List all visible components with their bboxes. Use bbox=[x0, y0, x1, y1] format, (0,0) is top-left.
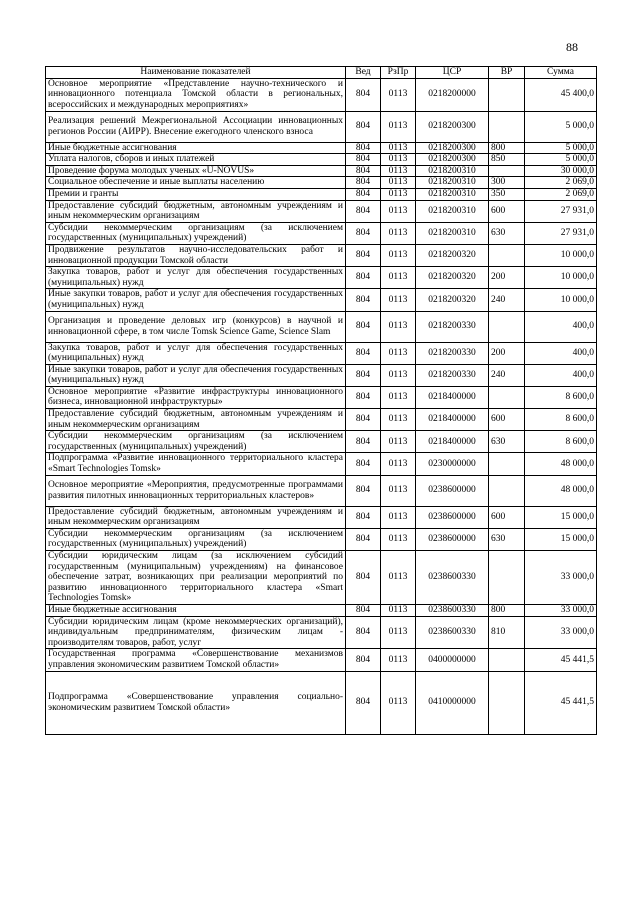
header-rzpr: РзПр bbox=[381, 67, 416, 79]
cell-ved: 804 bbox=[346, 165, 381, 177]
cell-sum: 400,0 bbox=[525, 311, 597, 342]
cell-csr: 0218200310 bbox=[416, 177, 489, 189]
cell-rzpr: 0113 bbox=[381, 671, 416, 734]
cell-rzpr: 0113 bbox=[381, 475, 416, 506]
cell-name: Субсидии юридическим лицам (за исключением субсидий государственным (муниципальным) учреждениям) на финансовое обеспечение затрат, возникающих при реализации мероприятий по развитию инновационного территориального кластера «Smart Technologies Tomsk» bbox=[46, 551, 346, 605]
table-row bbox=[46, 604, 597, 616]
cell-rzpr: 0113 bbox=[381, 188, 416, 200]
cell-csr: 0218200310 bbox=[416, 200, 489, 222]
cell-vr: 800 bbox=[489, 142, 525, 154]
cell-sum: 27 931,0 bbox=[525, 222, 597, 244]
cell-sum: 27 931,0 bbox=[525, 200, 597, 222]
cell-name: Иные закупки товаров, работ и услуг для обеспечения государственных (муниципальных) нужд bbox=[46, 364, 346, 386]
cell-name: Подпрограмма «Развитие инновационного территориального кластера «Smart Technologies Tomsk» bbox=[46, 453, 346, 475]
table-row bbox=[46, 364, 597, 386]
cell-csr: 0218400000 bbox=[416, 386, 489, 408]
cell-sum: 8 600,0 bbox=[525, 409, 597, 431]
cell-vr: 200 bbox=[489, 267, 525, 289]
cell-ved: 804 bbox=[346, 267, 381, 289]
cell-rzpr: 0113 bbox=[381, 142, 416, 154]
cell-rzpr: 0113 bbox=[381, 222, 416, 244]
table-row bbox=[46, 165, 597, 177]
table-body bbox=[46, 78, 597, 734]
cell-ved: 804 bbox=[346, 177, 381, 189]
cell-vr bbox=[489, 111, 525, 142]
cell-ved: 804 bbox=[346, 551, 381, 605]
header-name: Наименование показателей bbox=[46, 67, 346, 79]
cell-name: Предоставление субсидий бюджетным, автономным учреждениям и иным некоммерческим организациям bbox=[46, 200, 346, 222]
cell-sum: 8 600,0 bbox=[525, 431, 597, 453]
cell-name: Проведение форума молодых ученых «U-NOVUS» bbox=[46, 165, 346, 177]
cell-ved: 804 bbox=[346, 649, 381, 671]
table-row bbox=[46, 188, 597, 200]
cell-sum: 33 000,0 bbox=[525, 604, 597, 616]
table-row bbox=[46, 551, 597, 605]
cell-csr: 0218200310 bbox=[416, 188, 489, 200]
cell-rzpr: 0113 bbox=[381, 551, 416, 605]
cell-sum: 10 000,0 bbox=[525, 244, 597, 266]
table-row bbox=[46, 267, 597, 289]
cell-rzpr: 0113 bbox=[381, 604, 416, 616]
cell-vr: 200 bbox=[489, 342, 525, 364]
cell-name: Субсидии некоммерческим организациям (за исключением государственных (муниципальных) учреждений) bbox=[46, 431, 346, 453]
table-row bbox=[46, 154, 597, 166]
cell-rzpr: 0113 bbox=[381, 528, 416, 550]
cell-ved: 804 bbox=[346, 506, 381, 528]
cell-csr: 0218200330 bbox=[416, 364, 489, 386]
cell-csr: 0230000000 bbox=[416, 453, 489, 475]
cell-sum: 5 000,0 bbox=[525, 154, 597, 166]
table-row bbox=[46, 342, 597, 364]
cell-rzpr: 0113 bbox=[381, 311, 416, 342]
header-csr: ЦСР bbox=[416, 67, 489, 79]
table-row bbox=[46, 311, 597, 342]
cell-csr: 0238600330 bbox=[416, 616, 489, 649]
cell-rzpr: 0113 bbox=[381, 177, 416, 189]
cell-name: Иные бюджетные ассигнования bbox=[46, 142, 346, 154]
cell-csr: 0218200330 bbox=[416, 311, 489, 342]
table-row bbox=[46, 78, 597, 111]
table-row bbox=[46, 111, 597, 142]
cell-ved: 804 bbox=[346, 78, 381, 111]
cell-vr: 350 bbox=[489, 188, 525, 200]
cell-csr: 0218200320 bbox=[416, 267, 489, 289]
cell-rzpr: 0113 bbox=[381, 409, 416, 431]
cell-ved: 804 bbox=[346, 111, 381, 142]
header-vr: ВР bbox=[489, 67, 525, 79]
cell-csr: 0218200000 bbox=[416, 78, 489, 111]
cell-name: Государственная программа «Совершенствование механизмов управления экономическим развитием Томской области» bbox=[46, 649, 346, 671]
table-row bbox=[46, 200, 597, 222]
cell-csr: 0218200330 bbox=[416, 342, 489, 364]
cell-csr: 0218200300 bbox=[416, 111, 489, 142]
cell-rzpr: 0113 bbox=[381, 616, 416, 649]
cell-vr bbox=[489, 671, 525, 734]
cell-ved: 804 bbox=[346, 244, 381, 266]
table-header-row bbox=[46, 67, 597, 79]
table-row bbox=[46, 453, 597, 475]
cell-rzpr: 0113 bbox=[381, 453, 416, 475]
cell-vr: 630 bbox=[489, 222, 525, 244]
cell-sum: 15 000,0 bbox=[525, 506, 597, 528]
cell-csr: 0218400000 bbox=[416, 409, 489, 431]
cell-csr: 0238600000 bbox=[416, 528, 489, 550]
cell-rzpr: 0113 bbox=[381, 200, 416, 222]
cell-sum: 2 069,0 bbox=[525, 177, 597, 189]
cell-sum: 10 000,0 bbox=[525, 289, 597, 311]
cell-sum: 5 000,0 bbox=[525, 142, 597, 154]
cell-rzpr: 0113 bbox=[381, 111, 416, 142]
cell-rzpr: 0113 bbox=[381, 342, 416, 364]
cell-sum: 48 000,0 bbox=[525, 453, 597, 475]
cell-vr: 300 bbox=[489, 177, 525, 189]
cell-name: Закупка товаров, работ и услуг для обеспечения государственных (муниципальных) нужд bbox=[46, 267, 346, 289]
table-row bbox=[46, 289, 597, 311]
cell-sum: 45 441,5 bbox=[525, 671, 597, 734]
cell-csr: 0218200300 bbox=[416, 142, 489, 154]
cell-vr: 850 bbox=[489, 154, 525, 166]
cell-sum: 15 000,0 bbox=[525, 528, 597, 550]
table-row bbox=[46, 671, 597, 734]
cell-name: Иные бюджетные ассигнования bbox=[46, 604, 346, 616]
cell-vr bbox=[489, 244, 525, 266]
cell-rzpr: 0113 bbox=[381, 386, 416, 408]
cell-vr: 630 bbox=[489, 431, 525, 453]
table-row bbox=[46, 409, 597, 431]
cell-ved: 804 bbox=[346, 409, 381, 431]
cell-vr: 810 bbox=[489, 616, 525, 649]
cell-csr: 0218200310 bbox=[416, 222, 489, 244]
table-row bbox=[46, 386, 597, 408]
cell-rzpr: 0113 bbox=[381, 165, 416, 177]
header-ved: Вед bbox=[346, 67, 381, 79]
cell-rzpr: 0113 bbox=[381, 289, 416, 311]
table-row bbox=[46, 177, 597, 189]
cell-name: Социальное обеспечение и иные выплаты населению bbox=[46, 177, 346, 189]
cell-name: Предоставление субсидий бюджетным, автономным учреждениям и иным некоммерческим организациям bbox=[46, 506, 346, 528]
cell-vr bbox=[489, 311, 525, 342]
cell-vr: 800 bbox=[489, 604, 525, 616]
budget-table bbox=[45, 66, 597, 735]
cell-ved: 804 bbox=[346, 342, 381, 364]
cell-sum: 2 069,0 bbox=[525, 188, 597, 200]
cell-ved: 804 bbox=[346, 142, 381, 154]
table-row bbox=[46, 649, 597, 671]
table-row bbox=[46, 528, 597, 550]
page-number: 88 bbox=[566, 40, 578, 54]
cell-vr bbox=[489, 165, 525, 177]
cell-vr bbox=[489, 475, 525, 506]
cell-sum: 400,0 bbox=[525, 342, 597, 364]
cell-csr: 0218200320 bbox=[416, 289, 489, 311]
cell-vr bbox=[489, 386, 525, 408]
cell-sum: 10 000,0 bbox=[525, 267, 597, 289]
table-row bbox=[46, 142, 597, 154]
cell-rzpr: 0113 bbox=[381, 244, 416, 266]
cell-ved: 804 bbox=[346, 671, 381, 734]
cell-vr: 630 bbox=[489, 528, 525, 550]
cell-ved: 804 bbox=[346, 222, 381, 244]
cell-sum: 30 000,0 bbox=[525, 165, 597, 177]
cell-vr: 240 bbox=[489, 289, 525, 311]
cell-csr: 0238600000 bbox=[416, 506, 489, 528]
cell-name: Основное мероприятие «Мероприятия, предусмотренные программами развития пилотных инновационных территориальных кластеров» bbox=[46, 475, 346, 506]
cell-name: Предоставление субсидий бюджетным, автономным учреждениям и иным некоммерческим организациям bbox=[46, 409, 346, 431]
cell-sum: 8 600,0 bbox=[525, 386, 597, 408]
cell-vr: 600 bbox=[489, 409, 525, 431]
cell-ved: 804 bbox=[346, 200, 381, 222]
cell-rzpr: 0113 bbox=[381, 267, 416, 289]
cell-ved: 804 bbox=[346, 528, 381, 550]
cell-name: Субсидии юридическим лицам (кроме некоммерческих организаций), индивидуальным предпринимателям, физическим лицам - производителям товаров, работ, услуг bbox=[46, 616, 346, 649]
table-row bbox=[46, 222, 597, 244]
cell-csr: 0238600330 bbox=[416, 604, 489, 616]
cell-csr: 0238600330 bbox=[416, 551, 489, 605]
cell-name: Организация и проведение деловых игр (конкурсов) в научной и инновационной сфере, в том числе Tomsk Science Game, Science Slam bbox=[46, 311, 346, 342]
cell-name: Подпрограмма «Совершенствование управления социально-экономическим развитием Томской области» bbox=[46, 671, 346, 734]
cell-vr bbox=[489, 551, 525, 605]
cell-name: Премии и гранты bbox=[46, 188, 346, 200]
header-sum: Сумма bbox=[525, 67, 597, 79]
cell-name: Закупка товаров, работ и услуг для обеспечения государственных (муниципальных) нужд bbox=[46, 342, 346, 364]
cell-vr bbox=[489, 453, 525, 475]
cell-sum: 45 441,5 bbox=[525, 649, 597, 671]
cell-vr: 600 bbox=[489, 200, 525, 222]
cell-name: Субсидии некоммерческим организациям (за исключением государственных (муниципальных) учреждений) bbox=[46, 222, 346, 244]
cell-ved: 804 bbox=[346, 364, 381, 386]
cell-name: Основное мероприятие «Развитие инфраструктуры инновационного бизнеса, инновационной инфраструктуры» bbox=[46, 386, 346, 408]
cell-rzpr: 0113 bbox=[381, 649, 416, 671]
cell-ved: 804 bbox=[346, 453, 381, 475]
table-row bbox=[46, 506, 597, 528]
cell-vr bbox=[489, 78, 525, 111]
cell-csr: 0410000000 bbox=[416, 671, 489, 734]
cell-rzpr: 0113 bbox=[381, 431, 416, 453]
cell-name: Реализация решений Межрегиональной Ассоциации инновационных регионов России (АИРР). Внесение ежегодного членского взноса bbox=[46, 111, 346, 142]
cell-name: Уплата налогов, сборов и иных платежей bbox=[46, 154, 346, 166]
cell-ved: 804 bbox=[346, 154, 381, 166]
cell-rzpr: 0113 bbox=[381, 364, 416, 386]
cell-name: Основное мероприятие «Представление научно-технического и инновационного потенциала Томской области в региональных, всероссийских и международных мероприятиях» bbox=[46, 78, 346, 111]
cell-sum: 45 400,0 bbox=[525, 78, 597, 111]
cell-ved: 804 bbox=[346, 616, 381, 649]
cell-ved: 804 bbox=[346, 386, 381, 408]
cell-vr: 600 bbox=[489, 506, 525, 528]
cell-ved: 804 bbox=[346, 431, 381, 453]
cell-csr: 0218200310 bbox=[416, 165, 489, 177]
cell-csr: 0218200300 bbox=[416, 154, 489, 166]
cell-sum: 5 000,0 bbox=[525, 111, 597, 142]
cell-name: Продвижение результатов научно-исследовательских работ и инновационной продукции Томской области bbox=[46, 244, 346, 266]
cell-ved: 804 bbox=[346, 604, 381, 616]
cell-csr: 0218400000 bbox=[416, 431, 489, 453]
table-row bbox=[46, 244, 597, 266]
cell-rzpr: 0113 bbox=[381, 506, 416, 528]
cell-vr: 240 bbox=[489, 364, 525, 386]
table-row bbox=[46, 475, 597, 506]
cell-sum: 33 000,0 bbox=[525, 616, 597, 649]
table-row bbox=[46, 431, 597, 453]
cell-name: Иные закупки товаров, работ и услуг для обеспечения государственных (муниципальных) нужд bbox=[46, 289, 346, 311]
cell-sum: 400,0 bbox=[525, 364, 597, 386]
cell-csr: 0218200320 bbox=[416, 244, 489, 266]
cell-ved: 804 bbox=[346, 475, 381, 506]
cell-sum: 33 000,0 bbox=[525, 551, 597, 605]
cell-ved: 804 bbox=[346, 188, 381, 200]
cell-sum: 48 000,0 bbox=[525, 475, 597, 506]
cell-vr bbox=[489, 649, 525, 671]
cell-name: Субсидии некоммерческим организациям (за исключением государственных (муниципальных) учреждений) bbox=[46, 528, 346, 550]
table-row bbox=[46, 616, 597, 649]
cell-ved: 804 bbox=[346, 289, 381, 311]
cell-rzpr: 0113 bbox=[381, 154, 416, 166]
cell-rzpr: 0113 bbox=[381, 78, 416, 111]
cell-csr: 0238600000 bbox=[416, 475, 489, 506]
cell-ved: 804 bbox=[346, 311, 381, 342]
cell-csr: 0400000000 bbox=[416, 649, 489, 671]
